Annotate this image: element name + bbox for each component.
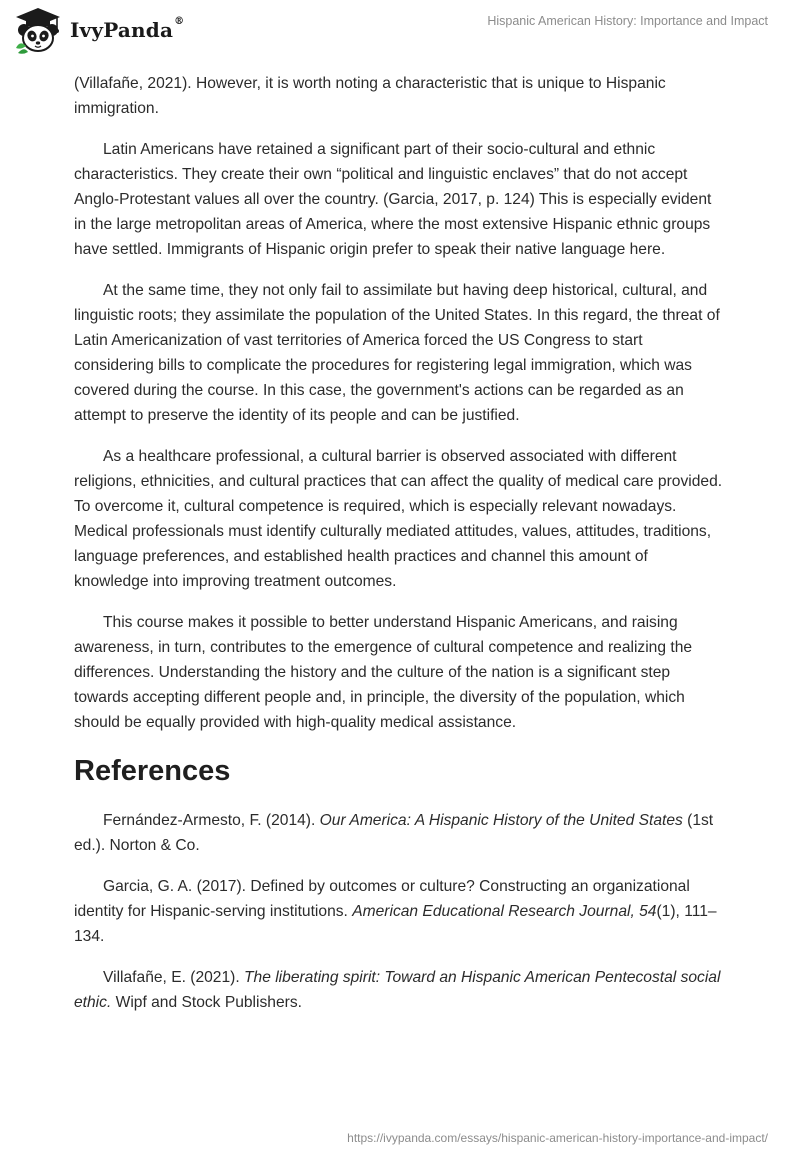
reference-entry	[74, 808, 726, 858]
body-paragraph: As a healthcare professional, a cultural barrier is observed associated with different religions, ethnicities, and cultural practices that can affect the quality of medical care provided. To overcome it, cultural competence is required, which is especially relevant nowadays. Medical professionals must identify culturally mediated attitudes, values, attitudes, traditions, language preferences, and established health practices and channel this amount of knowledge into improving treatment outcomes.	[74, 448, 723, 590]
references-heading: References	[74, 755, 231, 787]
reference-journal: American Educational Research Journal, 54	[352, 903, 657, 920]
reference-text: Wipf and Stock Publishers.	[111, 994, 302, 1011]
reference-text: (1), 111–134.	[74, 903, 717, 945]
document-title: Hispanic American History: Importance and Impact	[487, 14, 768, 28]
body-paragraph: This course makes it possible to better understand Hispanic Americans, and raising awareness, in turn, contributes to the emergence of cultural competence and realizing the differences. Understanding the history and the culture of the nation is a significant step towards accepting different people and, in principle, the diversity of the population, which should be equally provided with high-quality medical assistance.	[74, 614, 693, 731]
reference-title: Our America: A Hispanic History of the United States	[319, 812, 683, 829]
source-url-link[interactable]: https://ivypanda.com/essays/hispanic-american-history-importance-and-impact/	[347, 1131, 768, 1145]
reference-text: (1st ed.). Norton & Co.	[74, 812, 714, 854]
body-paragraph: Latin Americans have retained a significant part of their socio-cultural and ethnic characteristics. They create their own “political and linguistic enclaves” that do not accept Anglo-Protestant values all over the country. (Garcia, 2017, p. 124) This is especially evident in the large metropolitan areas of America, where the most extensive Hispanic ethnic groups have settled. Immigrants of Hispanic origin prefer to speak their native language here.	[74, 141, 712, 258]
body-paragraph: (Villafañe, 2021). However, it is worth noting a characteristic that is unique to Hispanic immigration.	[74, 75, 666, 117]
reference-entry	[74, 965, 726, 1015]
reference-entry	[74, 874, 726, 949]
brand-name: IvyPanda®	[70, 16, 185, 42]
reference-text: Garcia, G. A. (2017). Defined by outcomes or culture? Constructing an organizational identity for Hispanic-serving institutions.	[74, 878, 690, 920]
reference-text: Fernández-Armesto, F. (2014).	[103, 812, 320, 829]
registered-mark: ®	[174, 16, 185, 27]
body-paragraph: At the same time, they not only fail to assimilate but having deep historical, cultural, and linguistic roots; they assimilate the population of the United States. In this regard, the threat of Latin Americanization of vast territories of America forced the US Congress to start considering bills to complicate the procedures for registering legal immigration, which was covered during the course. In this case, the government's actions can be regarded as an attempt to preserve the identity of its people and can be justified.	[74, 282, 720, 424]
reference-title: The liberating spirit: Toward an Hispanic American Pentecostal social ethic.	[74, 969, 721, 1011]
reference-text: Villafañe, E. (2021).	[103, 969, 245, 986]
ivypanda-logo[interactable]	[12, 6, 184, 54]
page-header	[0, 0, 800, 64]
panda-graduate-icon	[12, 6, 64, 54]
essay-content	[74, 71, 726, 1031]
